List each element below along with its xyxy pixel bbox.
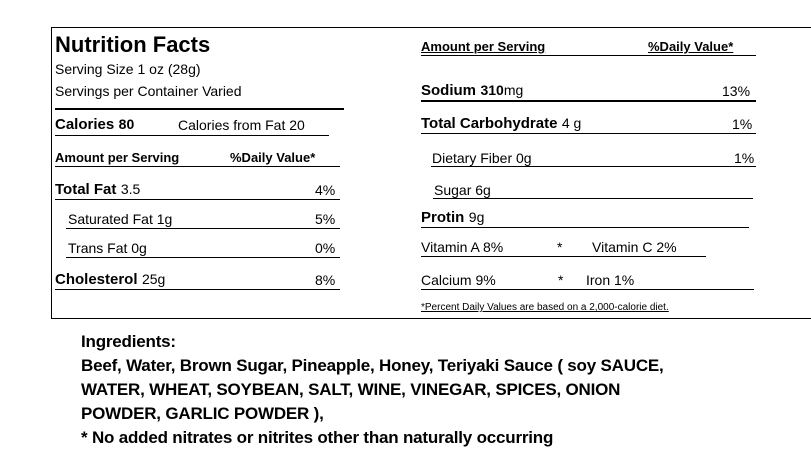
carb-row xyxy=(421,115,581,133)
cholesterol-row xyxy=(55,271,165,289)
ingredients-note: * No added nitrates or nitrites other than naturally occurring xyxy=(81,428,554,447)
divider xyxy=(55,135,329,136)
calories-from-fat: Calories from Fat 20 xyxy=(178,117,305,133)
footnote: *Percent Daily Values are based on a 2,000-calorie diet. xyxy=(421,302,669,313)
nutrient-amount: 310 xyxy=(480,82,504,98)
nutrient-label: Total Fat xyxy=(55,181,117,198)
dv-header: %Daily Value* xyxy=(230,150,316,165)
calcium: Calcium 9% xyxy=(421,272,496,288)
nutrient-amount: 4 g xyxy=(561,115,582,131)
divider xyxy=(421,133,756,134)
total-fat-row xyxy=(55,181,140,199)
nutrient-dv: 0% xyxy=(315,240,336,256)
nutrient-unit: mg xyxy=(503,82,524,98)
divider xyxy=(421,227,749,228)
divider xyxy=(421,100,756,102)
serving-size: Serving Size 1 oz (28g) xyxy=(55,61,201,77)
divider xyxy=(433,198,753,199)
ingredients-heading: Ingredients: xyxy=(81,332,176,351)
divider xyxy=(66,228,340,229)
divider xyxy=(66,257,340,258)
nutrient-label: Saturated Fat 1g xyxy=(68,211,173,227)
nutrient-label: Cholesterol xyxy=(55,271,138,288)
calories-label: Calories xyxy=(55,116,115,133)
nutrient-amount: 25g xyxy=(141,271,166,287)
nutrient-label: Total Carbohydrate xyxy=(421,115,558,132)
nutrient-label: Protin xyxy=(421,209,465,226)
divider xyxy=(421,289,754,290)
divider xyxy=(431,166,756,167)
nutrient-amount: 3.5 xyxy=(120,181,141,197)
nutrient-dv: 13% xyxy=(722,83,751,99)
vitamin-c: Vitamin C 2% xyxy=(592,239,677,255)
dv-header: %Daily Value* xyxy=(648,39,734,54)
separator-star: * xyxy=(557,239,563,255)
vitamin-a: Vitamin A 8% xyxy=(421,239,504,255)
nutrient-dv: 4% xyxy=(315,182,336,198)
divider xyxy=(55,289,340,290)
ingredients-line: WATER, WHEAT, SOYBEAN, SALT, WINE, VINEGAR, SPICES, ONION xyxy=(81,380,621,399)
iron: Iron 1% xyxy=(586,272,635,288)
nutrient-dv: 8% xyxy=(315,272,336,288)
nutrient-label: Sodium xyxy=(421,82,476,99)
divider xyxy=(421,256,706,257)
nutrient-dv: 5% xyxy=(315,211,336,227)
nutrient-label: Dietary Fiber 0g xyxy=(432,150,532,166)
nutrient-label: Sugar 6g xyxy=(434,182,491,198)
ingredients-line: Beef, Water, Brown Sugar, Pineapple, Honey, Teriyaki Sauce ( soy SAUCE, xyxy=(81,356,664,375)
ingredients-line: POWDER, GARLIC POWDER ), xyxy=(81,404,324,423)
protein-row xyxy=(421,209,484,227)
divider xyxy=(55,108,344,110)
calories-value: 80 xyxy=(118,116,135,132)
servings-per-container: Servings per Container Varied xyxy=(55,83,242,99)
amount-header: Amount per Serving xyxy=(55,150,180,165)
divider xyxy=(421,55,756,56)
nutrient-dv: 1% xyxy=(732,116,753,132)
nutrient-label: Trans Fat 0g xyxy=(68,240,147,256)
amount-header: Amount per Serving xyxy=(421,39,546,54)
sodium-row xyxy=(421,82,523,100)
divider xyxy=(55,166,340,167)
separator-star: * xyxy=(558,272,564,288)
calories-row xyxy=(55,116,134,134)
divider xyxy=(55,199,340,200)
nutrient-amount: 9g xyxy=(468,209,485,225)
nutrient-dv: 1% xyxy=(734,150,755,166)
panel-title: Nutrition Facts xyxy=(55,32,211,57)
